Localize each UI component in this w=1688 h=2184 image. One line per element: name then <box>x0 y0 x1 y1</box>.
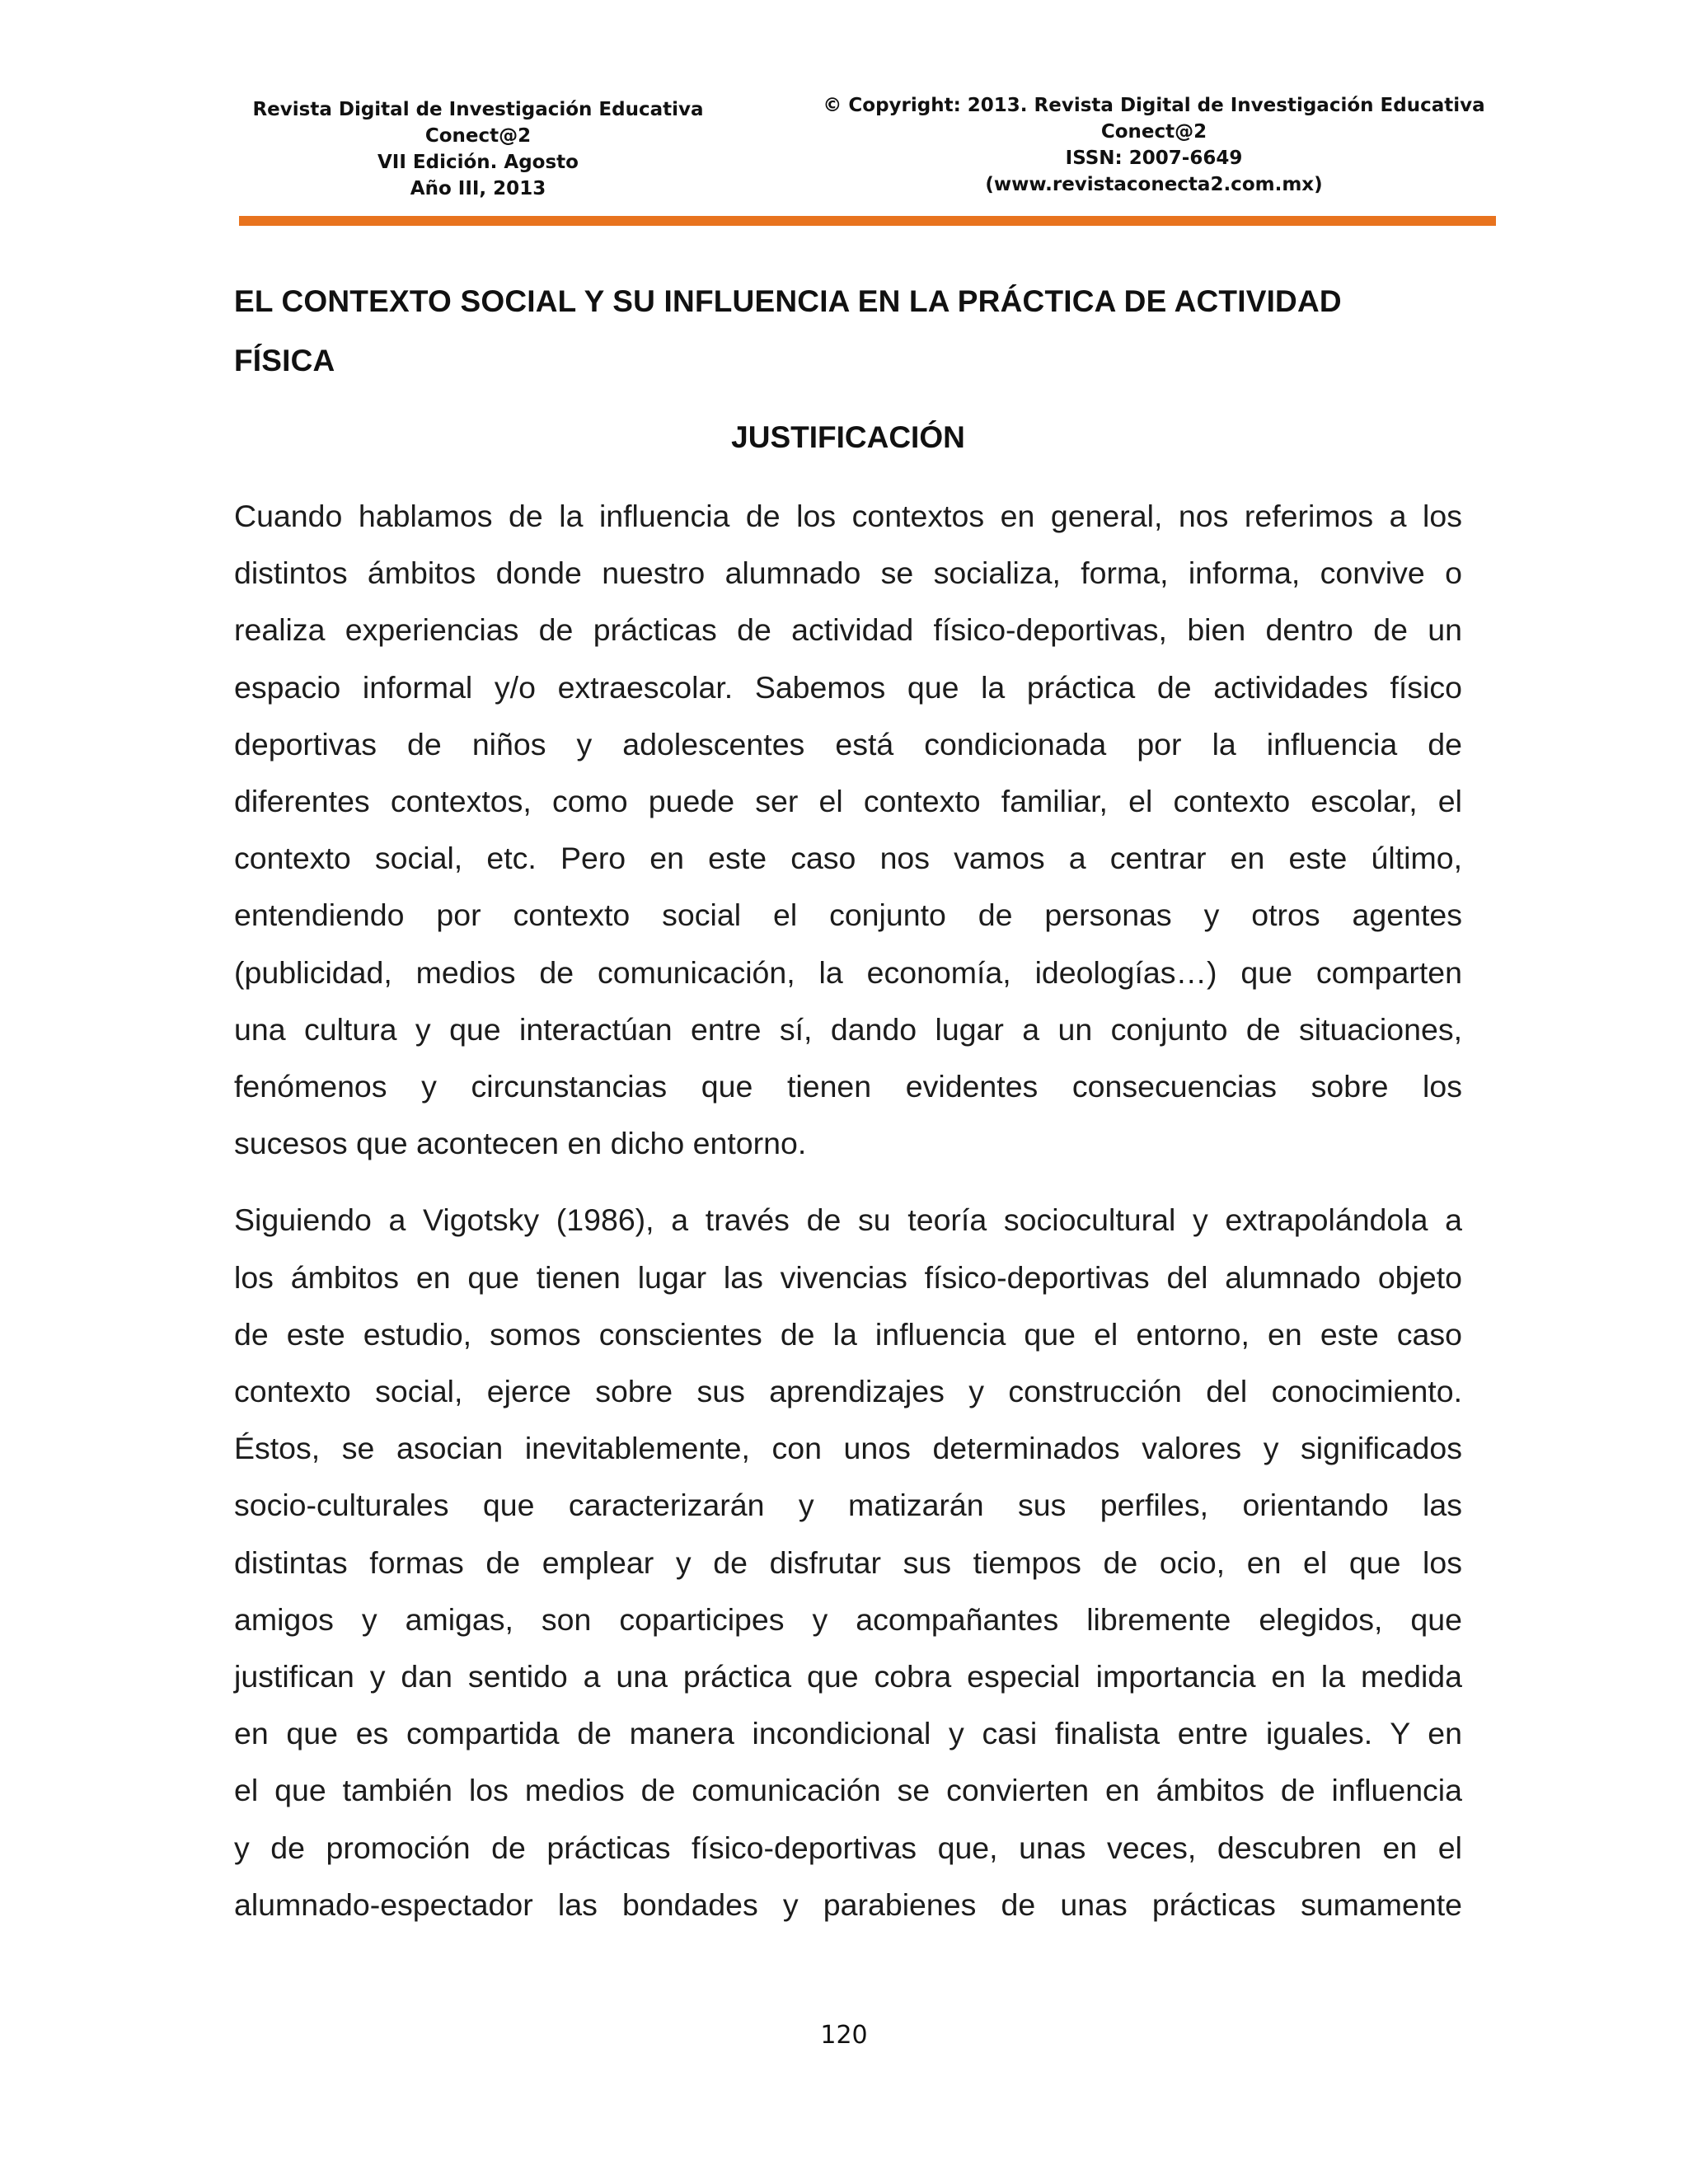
paragraph-line: alumnado-espectador las bondades y parabienes de unas prácticas sumamente <box>234 1886 1462 1922</box>
paragraph-line: realiza experiencias de prácticas de actividad físico-deportivas, bien dentro de un <box>234 612 1462 648</box>
paragraph-line: en que es compartida de manera incondicional y casi finalista entre iguales. Y en <box>234 1716 1462 1751</box>
copyright-line: © Copyright: 2013. Revista Digital de Investigación Educativa <box>823 95 1485 116</box>
page-header <box>0 92 1688 224</box>
paragraph-line: amigos y amigas, son coparticipes y acompañantes libremente elegidos, que <box>234 1601 1462 1637</box>
paragraph-line: una cultura y que interactúan entre sí, dando lugar a un conjunto de situaciones, <box>234 1011 1462 1047</box>
paragraph-line: contexto social, ejerce sobre sus aprendizajes y construcción del conocimiento. <box>234 1374 1462 1409</box>
section-heading: JUSTIFICACIÓN <box>731 420 965 454</box>
paragraph-line: Cuando hablamos de la influencia de los contextos en general, nos referimos a los <box>234 499 1462 533</box>
paragraph-line: deportivas de niños y adolescentes está condicionada por la influencia de <box>234 726 1462 762</box>
paragraph-line: el que también los medios de comunicación se convierten en ámbitos de influencia <box>234 1773 1462 1808</box>
year-label: Año III, 2013 <box>410 178 546 199</box>
page-number: 120 <box>820 2021 868 2050</box>
paragraph-line: fenómenos y circunstancias que tienen evidentes consecuencias sobre los <box>234 1069 1462 1104</box>
paragraph-line: sucesos que acontecen en dicho entorno. <box>234 1126 807 1161</box>
article-title-line-2: FÍSICA <box>234 344 335 377</box>
journal-website: (www.revistaconecta2.com.mx) <box>985 174 1323 195</box>
paragraph-line: entendiendo por contexto social el conjunto de personas y otros agentes <box>234 898 1462 933</box>
edition-label: VII Edición. Agosto <box>377 152 579 173</box>
paragraph-1 <box>234 488 1462 1172</box>
paragraph-line: Éstos, se asocian inevitablemente, con unos determinados valores y significados <box>234 1431 1462 1466</box>
journal-info-block <box>247 96 709 202</box>
article-body <box>234 272 1462 1933</box>
paragraph-line: y de promoción de prácticas físico-deportivas que, unas veces, descubren en el <box>234 1830 1462 1865</box>
copyright-block <box>816 92 1492 198</box>
journal-name: Revista Digital de Investigación Educativa <box>252 99 704 120</box>
paragraph-2 <box>234 1192 1462 1933</box>
copyright-journal-short-name: Conect@2 <box>1100 121 1207 143</box>
paragraph-line: distintas formas de emplear y de disfrutar sus tiempos de ocio, en el que los <box>234 1544 1462 1580</box>
paragraph-line: contexto social, etc. Pero en este caso nos vamos a centrar en este último, <box>234 841 1462 876</box>
paragraph-line: diferentes contextos, como puede ser el contexto familiar, el contexto escolar, el <box>234 784 1462 819</box>
paragraph-line: distintos ámbitos donde nuestro alumnado se socializa, forma, informa, convive o <box>234 555 1462 591</box>
article-title-line-1: EL CONTEXTO SOCIAL Y SU INFLUENCIA EN LA PRÁCTICA DE ACTIVIDAD <box>234 284 1342 318</box>
issn-label: ISSN: 2007-6649 <box>1065 148 1243 169</box>
paragraph-line: justifican y dan sentido a una práctica que cobra especial importancia en la medida <box>234 1659 1462 1694</box>
paragraph-line: los ámbitos en que tienen lugar las vivencias físico-deportivas del alumnado objeto <box>234 1259 1462 1295</box>
paragraph-line: (publicidad, medios de comunicación, la economía, ideologías…) que comparten <box>234 954 1462 990</box>
journal-short-name: Conect@2 <box>424 125 532 147</box>
header-divider <box>239 216 1496 226</box>
article-title <box>234 272 1462 391</box>
paragraph-line: socio-culturales que caracterizarán y matizarán sus perfiles, orientando las <box>234 1488 1462 1523</box>
paragraph-line: Siguiendo a Vigotsky (1986), a través de su teoría sociocultural y extrapolándola a <box>234 1202 1462 1238</box>
paragraph-line: de este estudio, somos conscientes de la influencia que el entorno, en este caso <box>234 1316 1462 1352</box>
paragraph-line: espacio informal y/o extraescolar. Sabemos que la práctica de actividades físico <box>234 669 1462 705</box>
